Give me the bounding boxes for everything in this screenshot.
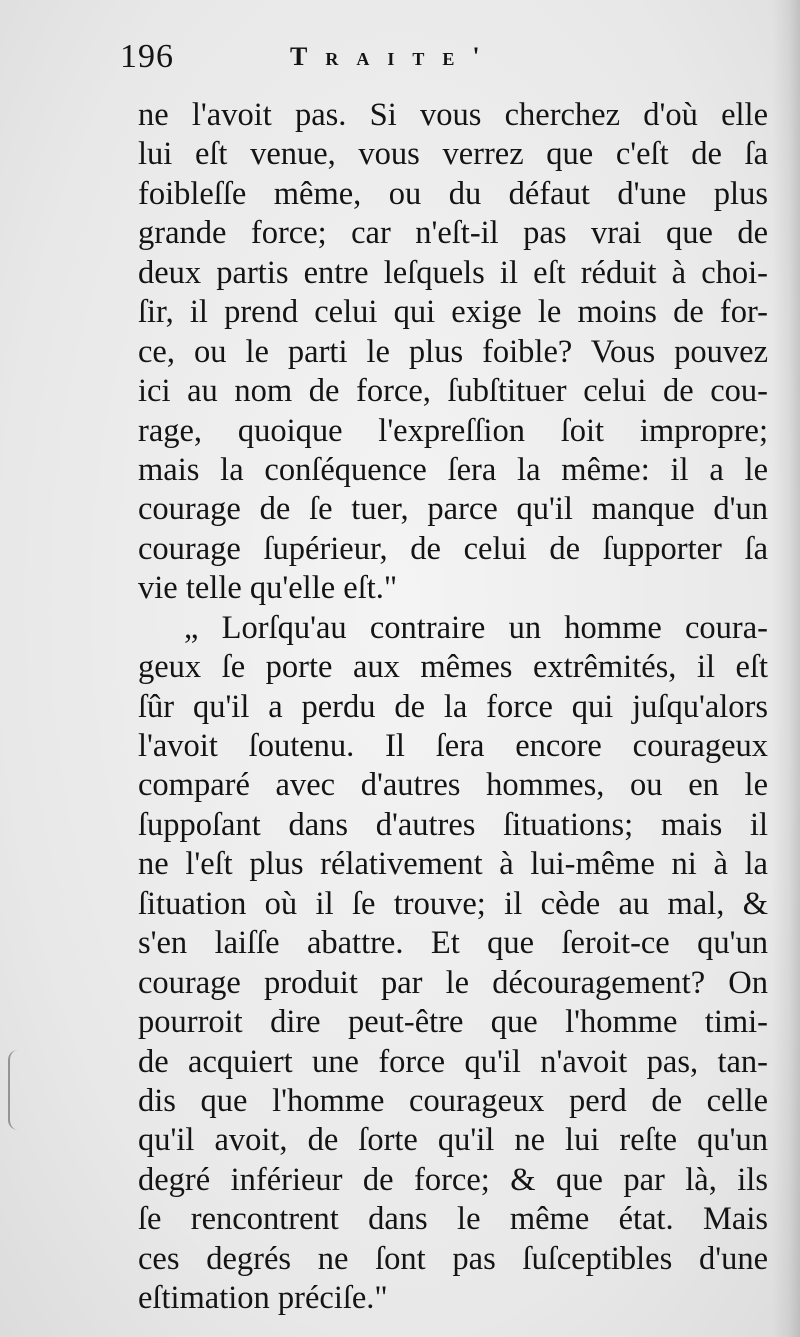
text-line: ſe rencontrent dans le même état. Mais [138, 1201, 768, 1238]
text-line: mais la conſéquence ſera la même: il a le [138, 451, 768, 488]
text-line: courage produit par le découragement? On [138, 964, 768, 1001]
text-line: courage ſupérieur, de celui de ſupporter ſa [138, 530, 768, 567]
text-line: pourroit dire peut-être que l'homme timi- [138, 1004, 768, 1041]
body-text [138, 96, 768, 1319]
text-line: l'avoit ſoutenu. Il ſera encore courageux [138, 728, 768, 764]
text-line: geux ſe porte aux mêmes extrêmités, il eſt [138, 649, 768, 686]
text-line: ſuppoſant dans d'autres ſituations; mais il [138, 806, 768, 843]
paragraph-end-line: eſtimation préciſe." [138, 1280, 388, 1317]
text-line: ne l'avoit pas. Si vous cherchez d'où elle [138, 97, 768, 133]
text-line: lui eſt venue, vous verrez que c'eſt de ſa [138, 136, 768, 173]
text-line: ce, ou le parti le plus foible? Vous pouvez [138, 333, 768, 370]
text-line: rage, quoique l'expreſſion ſoit impropre; [138, 412, 768, 449]
text-line: foibleſſe même, ou du défaut d'une plus [138, 175, 768, 212]
text-line: ſir, il prend celui qui exige le moins de for- [138, 294, 768, 331]
text-line: grande force; car n'eſt-il pas vrai que de [138, 215, 768, 252]
page-number: 196 [120, 38, 174, 75]
running-title: Traite' [290, 42, 498, 71]
paragraph-start-line: „ Lorſqu'au contraire un homme coura- [184, 609, 768, 646]
text-line: deux partis entre leſquels il eſt réduit à choi- [138, 254, 768, 291]
text-line: ici au nom de force, ſubſtituer celui de cou- [138, 373, 768, 410]
paragraph-end-line: vie telle qu'elle eſt." [138, 570, 398, 607]
text-line: ſûr qu'il a perdu de la force qui juſqu'alors [138, 688, 768, 725]
gutter-shadow [772, 0, 800, 1337]
text-line: ſituation où il ſe trouve; il cède au mal, & [138, 885, 768, 922]
text-line: ces degrés ne ſont pas ſuſceptibles d'une [138, 1240, 768, 1277]
text-line: courage de ſe tuer, parce qu'il manque d'un [138, 491, 768, 528]
text-line: ne l'eſt plus rélativement à lui-même ni à la [138, 846, 768, 883]
text-line: de acquiert une force qu'il n'avoit pas, tan- [138, 1043, 768, 1080]
text-line: qu'il avoit, de ſorte qu'il ne lui reſte qu'un [138, 1122, 768, 1159]
text-line: degré inférieur de force; & que par là, ils [138, 1161, 768, 1198]
margin-bracket-mark [8, 1050, 20, 1130]
text-line: s'en laiſſe abattre. Et que ſeroit-ce qu'un [138, 925, 768, 962]
text-line: dis que l'homme courageux perd de celle [138, 1082, 768, 1119]
running-head [120, 38, 620, 88]
text-line: comparé avec d'autres hommes, ou en le [138, 767, 768, 804]
